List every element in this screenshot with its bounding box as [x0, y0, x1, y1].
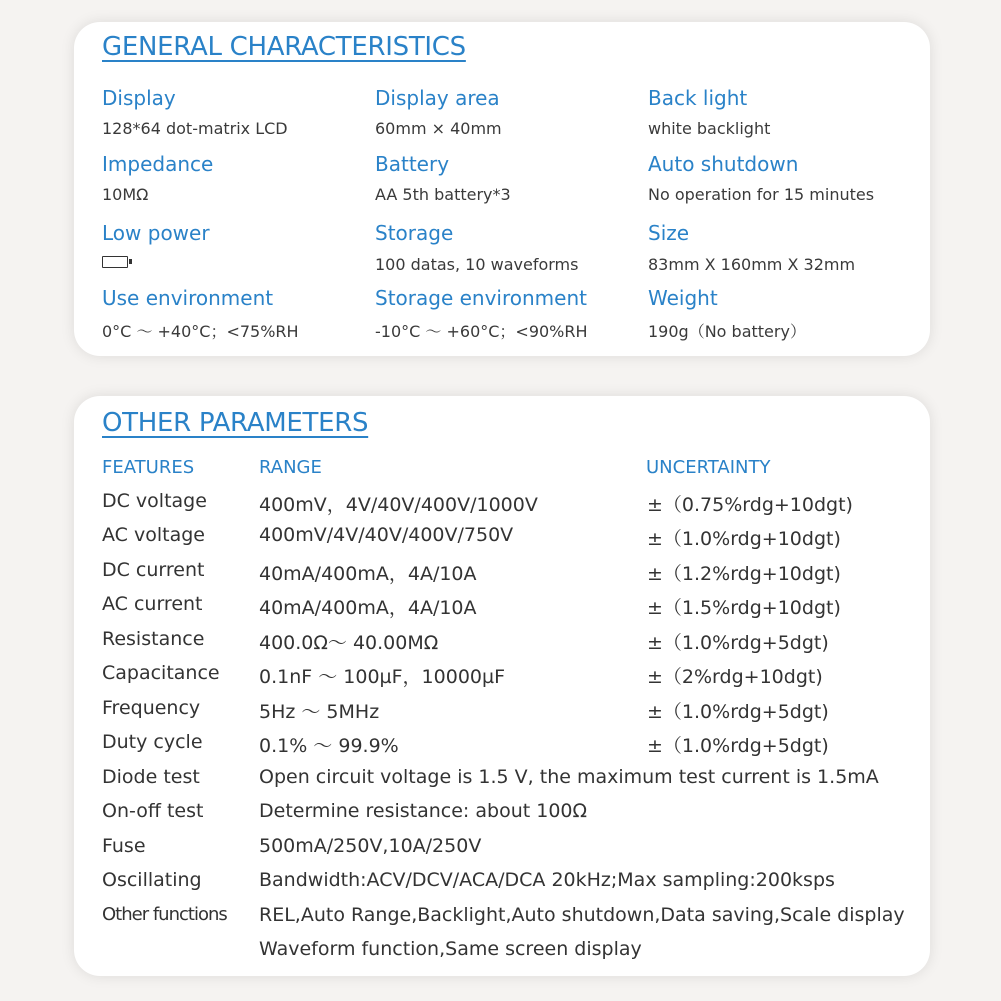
- range-cell: 500mA/250V,10A/250V: [259, 835, 482, 857]
- range-cell: Open circuit voltage is 1.5 V, the maximum test current is 1.5mA: [259, 766, 879, 788]
- range-header: RANGE: [259, 457, 322, 478]
- feature-cell: Frequency: [102, 697, 201, 719]
- feature-cell: Diode test: [102, 766, 200, 788]
- table-row: [74, 524, 930, 554]
- range-cell: 400mV，4V/40V/400V/1000V: [259, 494, 538, 516]
- auto-shutdown-label: Auto shutdown: [648, 152, 799, 176]
- low-battery-icon: [102, 256, 128, 268]
- impedance-label: Impedance: [102, 152, 214, 176]
- impedance-value: 10MΩ: [102, 185, 149, 204]
- storage-value: 100 datas, 10 waveforms: [375, 255, 579, 274]
- display-area-label: Display area: [375, 86, 500, 110]
- uncertainty-header: UNCERTAINTY: [646, 457, 771, 478]
- table-row: [74, 938, 930, 968]
- feature-cell: AC current: [102, 593, 203, 615]
- table-row: [74, 904, 930, 934]
- table-row: [74, 628, 930, 658]
- storage-environment-value: -10°C ～ +60°C；<90%RH: [375, 322, 588, 341]
- table-row: [74, 869, 930, 899]
- general-characteristics-card: [74, 22, 930, 356]
- feature-cell: Fuse: [102, 835, 146, 857]
- uncertainty-cell: ±（1.0%rdg+5dgt): [647, 735, 829, 757]
- battery-value: AA 5th battery*3: [375, 185, 511, 204]
- range-cell: Waveform function,Same screen display: [259, 938, 642, 960]
- uncertainty-cell: ±（1.0%rdg+10dgt): [647, 528, 841, 550]
- feature-cell: DC current: [102, 559, 205, 581]
- storage-label: Storage: [375, 221, 454, 245]
- back-light-label: Back light: [648, 86, 748, 110]
- table-row: [74, 731, 930, 761]
- features-header: FEATURES: [102, 457, 195, 478]
- table-row: [74, 800, 930, 830]
- feature-cell: Other functions: [102, 904, 227, 925]
- range-cell: Bandwidth:ACV/DCV/ACA/DCA 20kHz;Max sampling:200ksps: [259, 869, 835, 891]
- uncertainty-cell: ±（1.0%rdg+5dgt): [647, 701, 829, 723]
- range-cell: 40mA/400mA，4A/10A: [259, 563, 477, 585]
- feature-cell: AC voltage: [102, 524, 205, 546]
- auto-shutdown-value: No operation for 15 minutes: [648, 185, 875, 204]
- range-cell: 40mA/400mA，4A/10A: [259, 597, 477, 619]
- range-cell: 400.0Ω～ 40.00MΩ: [259, 632, 439, 654]
- storage-environment-label: Storage environment: [375, 286, 587, 310]
- general-characteristics-title: GENERAL CHARACTERISTICS: [102, 32, 466, 62]
- table-row: [74, 490, 930, 520]
- feature-cell: On-off test: [102, 800, 204, 822]
- weight-label: Weight: [648, 286, 718, 310]
- uncertainty-cell: ±（1.2%rdg+10dgt): [647, 563, 841, 585]
- table-row: [74, 593, 930, 623]
- feature-cell: Duty cycle: [102, 731, 203, 753]
- back-light-value: white backlight: [648, 119, 771, 138]
- table-row: [74, 766, 930, 796]
- table-row: [74, 697, 930, 727]
- uncertainty-cell: ±（2%rdg+10dgt): [647, 666, 823, 688]
- feature-cell: DC voltage: [102, 490, 207, 512]
- range-cell: REL,Auto Range,Backlight,Auto shutdown,Data saving,Scale display: [259, 904, 905, 926]
- range-cell: 0.1nF ～ 100µF，10000µF: [259, 666, 506, 688]
- range-cell: 400mV/4V/40V/400V/750V: [259, 524, 514, 546]
- display-label: Display: [102, 86, 176, 110]
- use-environment-label: Use environment: [102, 286, 274, 310]
- range-cell: Determine resistance: about 100Ω: [259, 800, 588, 822]
- battery-label: Battery: [375, 152, 450, 176]
- uncertainty-cell: ±（1.0%rdg+5dgt): [647, 632, 829, 654]
- range-cell: 5Hz ～ 5MHz: [259, 701, 380, 723]
- use-environment-value: 0°C ～ +40°C；<75%RH: [102, 322, 299, 341]
- uncertainty-cell: ±（1.5%rdg+10dgt): [647, 597, 841, 619]
- display-value: 128*64 dot-matrix LCD: [102, 119, 288, 138]
- feature-cell: Oscillating: [102, 869, 202, 891]
- table-row: [74, 835, 930, 865]
- table-row: [74, 662, 930, 692]
- uncertainty-cell: ±（0.75%rdg+10dgt): [647, 494, 853, 516]
- table-row: [74, 559, 930, 589]
- feature-cell: Capacitance: [102, 662, 220, 684]
- display-area-value: 60mm × 40mm: [375, 119, 502, 138]
- weight-value: 190g（No battery）: [648, 322, 806, 341]
- size-label: Size: [648, 221, 690, 245]
- other-parameters-card: [74, 396, 930, 976]
- other-parameters-title: OTHER PARAMETERS: [102, 408, 369, 438]
- size-value: 83mm X 160mm X 32mm: [648, 255, 856, 274]
- range-cell: 0.1% ～ 99.9%: [259, 735, 399, 757]
- low-power-label: Low power: [102, 221, 210, 245]
- feature-cell: Resistance: [102, 628, 205, 650]
